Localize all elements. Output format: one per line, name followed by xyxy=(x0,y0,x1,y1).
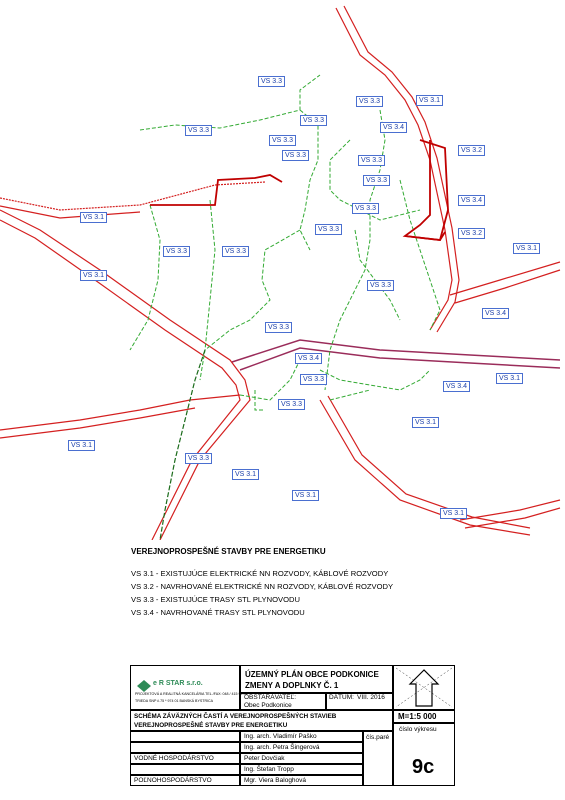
map-label: VS 3.2 xyxy=(458,145,485,156)
road-north-b xyxy=(344,6,459,332)
map-label: VS 3.3 xyxy=(185,453,212,464)
map-label: VS 3.3 xyxy=(358,155,385,166)
map-label: VS 3.4 xyxy=(295,353,322,364)
legend-title: VEREJNOPROSPEŠNÉ STAVBY PRE ENERGETIKU xyxy=(131,547,326,556)
date-value: VIII. 2016 xyxy=(357,694,385,701)
drawing-title-2: VEREJNOPROSPEŠNÉ STAVBY PRE ENERGETIKU xyxy=(134,722,288,729)
row-name-text: Ing. arch. Vladimír Paško xyxy=(244,733,317,740)
map-label: VS 3.3 xyxy=(185,125,212,136)
map-label: VS 3.1 xyxy=(416,95,443,106)
map-label: VS 3.4 xyxy=(458,195,485,206)
road-east-lower xyxy=(460,500,560,520)
north-arrow-icon xyxy=(394,666,454,709)
map-label: VS 3.3 xyxy=(278,399,305,410)
company-logo-icon xyxy=(137,680,151,692)
map-label: VS 3.3 xyxy=(300,115,327,126)
legend-item-vs32: VS 3.2 - NAVRHOVANÉ ELEKTRICKÉ NN ROZVODY, KÁBLOVÉ ROZVODY xyxy=(131,582,394,591)
scale: M=1:5 000 xyxy=(398,712,437,721)
drawing-title-1: SCHÉMA ZÁVÄZNÝCH ČASTÍ A VEREJNOPROSPEŠNÝCH STAVIEB xyxy=(134,713,337,720)
map-label: VS 3.3 xyxy=(282,150,309,161)
company-line2: TRIEDA SNP č.75 * 974 01 BANSKÁ BYSTRICA xyxy=(135,699,214,703)
map-label: VS 3.4 xyxy=(443,381,470,392)
row-name xyxy=(240,764,363,775)
map-label: VS 3.3 xyxy=(269,135,296,146)
map-label: VS 3.1 xyxy=(513,243,540,254)
map-label: VS 3.1 xyxy=(412,417,439,428)
client-cell xyxy=(240,693,326,710)
road-west-b xyxy=(0,206,140,218)
row-role xyxy=(130,753,240,764)
map-label: VS 3.2 xyxy=(458,228,485,239)
company-cell xyxy=(130,665,248,710)
project-title-cell xyxy=(240,665,393,693)
map-label: VS 3.1 xyxy=(68,440,95,451)
map-label: VS 3.3 xyxy=(356,96,383,107)
map-label: VS 3.1 xyxy=(292,490,319,501)
row-role xyxy=(130,764,240,775)
map-label: VS 3.4 xyxy=(380,122,407,133)
date-label: DÁTUM: xyxy=(329,694,354,701)
map-label: VS 3.1 xyxy=(440,508,467,519)
client-name: Obec Podkonice xyxy=(244,702,292,709)
legend-item-vs33: VS 3.3 - EXISTUJÚCE TRASY STL PLYNOVODU xyxy=(131,595,300,604)
map-label: VS 3.1 xyxy=(80,270,107,281)
north-arrow-cell xyxy=(393,665,455,710)
road-left-lower-b xyxy=(0,408,195,438)
road-diag-b xyxy=(0,220,240,540)
row-role-text: VODNÉ HOSPODÁRSTVO xyxy=(134,755,214,762)
drawing-title-cell xyxy=(130,710,393,731)
row-name-text: Ing. Štefan Tropp xyxy=(244,766,294,773)
map-label: VS 3.3 xyxy=(163,246,190,257)
row-role xyxy=(130,742,240,753)
row-name xyxy=(240,731,363,742)
map-label: VS 3.3 xyxy=(222,246,249,257)
row-name xyxy=(240,742,363,753)
row-name-text: Ing. arch. Petra Šingerová xyxy=(244,744,320,751)
map-label: VS 3.3 xyxy=(258,76,285,87)
scale-cell xyxy=(393,710,455,723)
row-name-text: Peter Dovčiak xyxy=(244,755,285,762)
project-title: ÚZEMNÝ PLÁN OBCE PODKONICE xyxy=(245,670,379,679)
map-label: VS 3.1 xyxy=(80,212,107,223)
road-diag xyxy=(0,210,250,540)
row-role xyxy=(130,731,240,742)
copy-cell xyxy=(363,731,393,786)
project-subtitle: ZMENY A DOPLNKY Č. 1 xyxy=(245,681,339,690)
client-label: OBSTARÁVATEĽ: xyxy=(244,694,297,701)
road-east-upper xyxy=(450,262,560,295)
map-label: VS 3.1 xyxy=(232,469,259,480)
map-label: VS 3.3 xyxy=(315,224,342,235)
drawing-number: 9c xyxy=(412,756,435,778)
legend-item-vs34: VS 3.4 - NAVRHOVANÉ TRASY STL PLYNOVODU xyxy=(131,608,305,617)
map-label: VS 3.4 xyxy=(482,308,509,319)
road-west xyxy=(0,182,265,210)
road-east-upper-b xyxy=(455,270,560,303)
copy-label: čís.paré xyxy=(366,734,390,741)
map-label: VS 3.3 xyxy=(300,374,327,385)
map-label: VS 3.3 xyxy=(367,280,394,291)
map-label: VS 3.1 xyxy=(496,373,523,384)
drawing-no-label: číslo výkresu xyxy=(399,726,437,733)
drawing-number-cell xyxy=(393,723,455,786)
company-name: e R STAR s.r.o. xyxy=(153,680,203,687)
row-role-text: POĽNOHOSPODÁRSTVO xyxy=(134,777,212,784)
road-southeast-b xyxy=(328,396,530,528)
row-name xyxy=(240,775,363,786)
row-name-text: Mgr. Viera Baloghová xyxy=(244,777,307,784)
map-label: VS 3.3 xyxy=(363,175,390,186)
row-name xyxy=(240,753,363,764)
road-left-lower xyxy=(0,395,240,430)
legend-item-vs31: VS 3.1 - EXISTUJÚCE ELEKTRICKÉ NN ROZVODY, KÁBLOVÉ ROZVODY xyxy=(131,569,389,578)
map-label: VS 3.3 xyxy=(265,322,292,333)
row-role xyxy=(130,775,240,786)
date-cell xyxy=(326,693,393,710)
map-label: VS 3.3 xyxy=(352,203,379,214)
company-line1: PROJEKTOVÁ A REALITNÁ KANCELÁRIA TEL./FAX: 048 / 415 99 04 xyxy=(135,692,248,696)
